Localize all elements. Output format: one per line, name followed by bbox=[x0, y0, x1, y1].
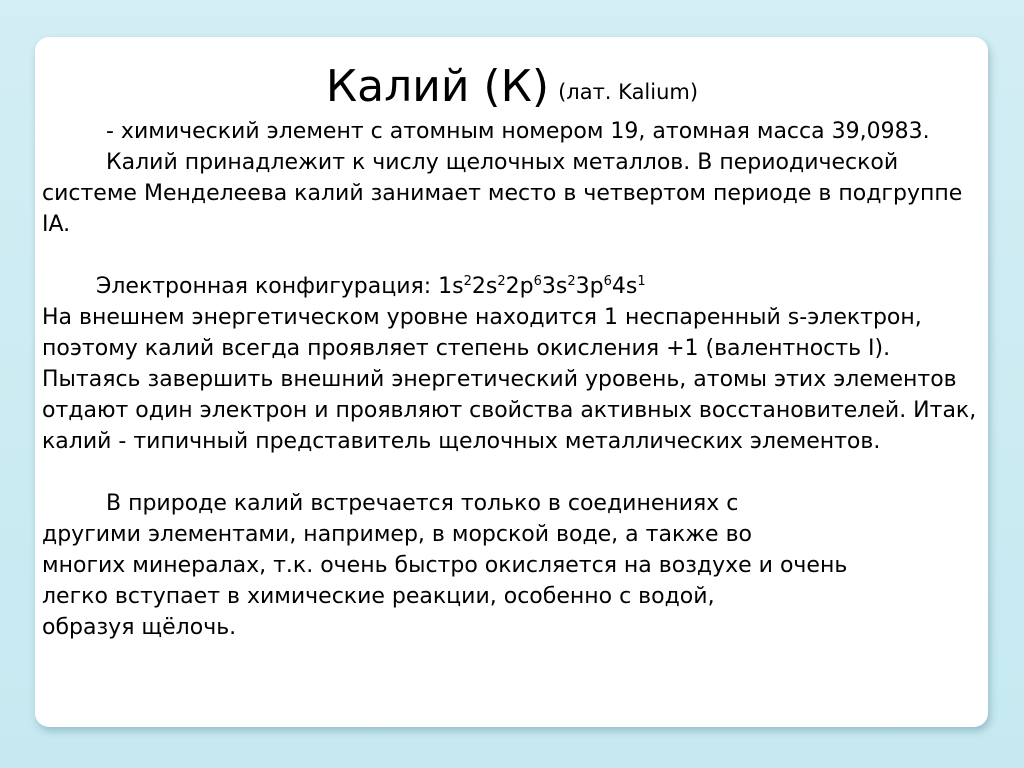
config-formula bbox=[438, 274, 646, 299]
paragraph-electron-config bbox=[42, 271, 987, 302]
spacer bbox=[42, 240, 987, 271]
spacer bbox=[42, 457, 987, 488]
paragraph-line: легко вступает в химические реакции, особенно с водой, bbox=[42, 584, 715, 609]
paragraph-in-nature bbox=[42, 488, 987, 643]
config-term: 3p bbox=[575, 274, 604, 299]
paragraph-outer-level bbox=[42, 302, 987, 457]
paragraph-text: Калий принадлежит к числу щелочных металлов. В периодической системе Менделеева калий занимает место в четвертом периоде в подгруппе IA. bbox=[42, 150, 963, 237]
slide-title bbox=[0, 59, 1024, 115]
paragraph-line: В природе калий встречается только в соединениях с bbox=[106, 491, 739, 516]
paragraph-text: На внешнем энергетическом уровне находится 1 неспаренный s-электрон, поэтому калий всегда проявляет степень окисления +1 (валентность I). Пытаясь завершить внешний энергетический уровень, атомы этих элементов отдают один электрон и проявляют свойства активных восстановителей. Итак, калий - типичный представитель щелочных металлических элементов. bbox=[42, 305, 977, 454]
config-term: 1s bbox=[438, 274, 464, 299]
config-superscript: 1 bbox=[637, 274, 646, 289]
paragraph-text: - химический элемент с атомным номером 19, атомная масса 39,0983. bbox=[106, 119, 930, 144]
config-superscript: 2 bbox=[463, 274, 472, 289]
paragraph-line: другими элементами, например, в морской воде, а также во bbox=[42, 522, 753, 547]
paragraph-line: образуя щёлочь. bbox=[42, 615, 237, 640]
config-superscript: 6 bbox=[603, 274, 612, 289]
paragraph-line: многих минералах, т.к. очень быстро окисляется на воздухе и очень bbox=[42, 553, 848, 578]
slide-body bbox=[42, 116, 987, 643]
config-term: 4s bbox=[611, 274, 638, 299]
config-term: 2s bbox=[471, 274, 498, 299]
config-superscript: 2 bbox=[497, 274, 506, 289]
config-superscript: 6 bbox=[533, 274, 542, 289]
config-superscript: 2 bbox=[567, 274, 576, 289]
paragraph-alkali-metals bbox=[42, 147, 987, 240]
config-label: Электронная конфигурация: bbox=[96, 274, 439, 299]
title-main: Калий (К) bbox=[325, 61, 549, 112]
title-subtitle: (лат. Kalium) bbox=[558, 80, 699, 104]
paragraph-atomic-number bbox=[42, 116, 987, 147]
config-term: 2p bbox=[505, 274, 534, 299]
config-term: 3s bbox=[541, 274, 568, 299]
